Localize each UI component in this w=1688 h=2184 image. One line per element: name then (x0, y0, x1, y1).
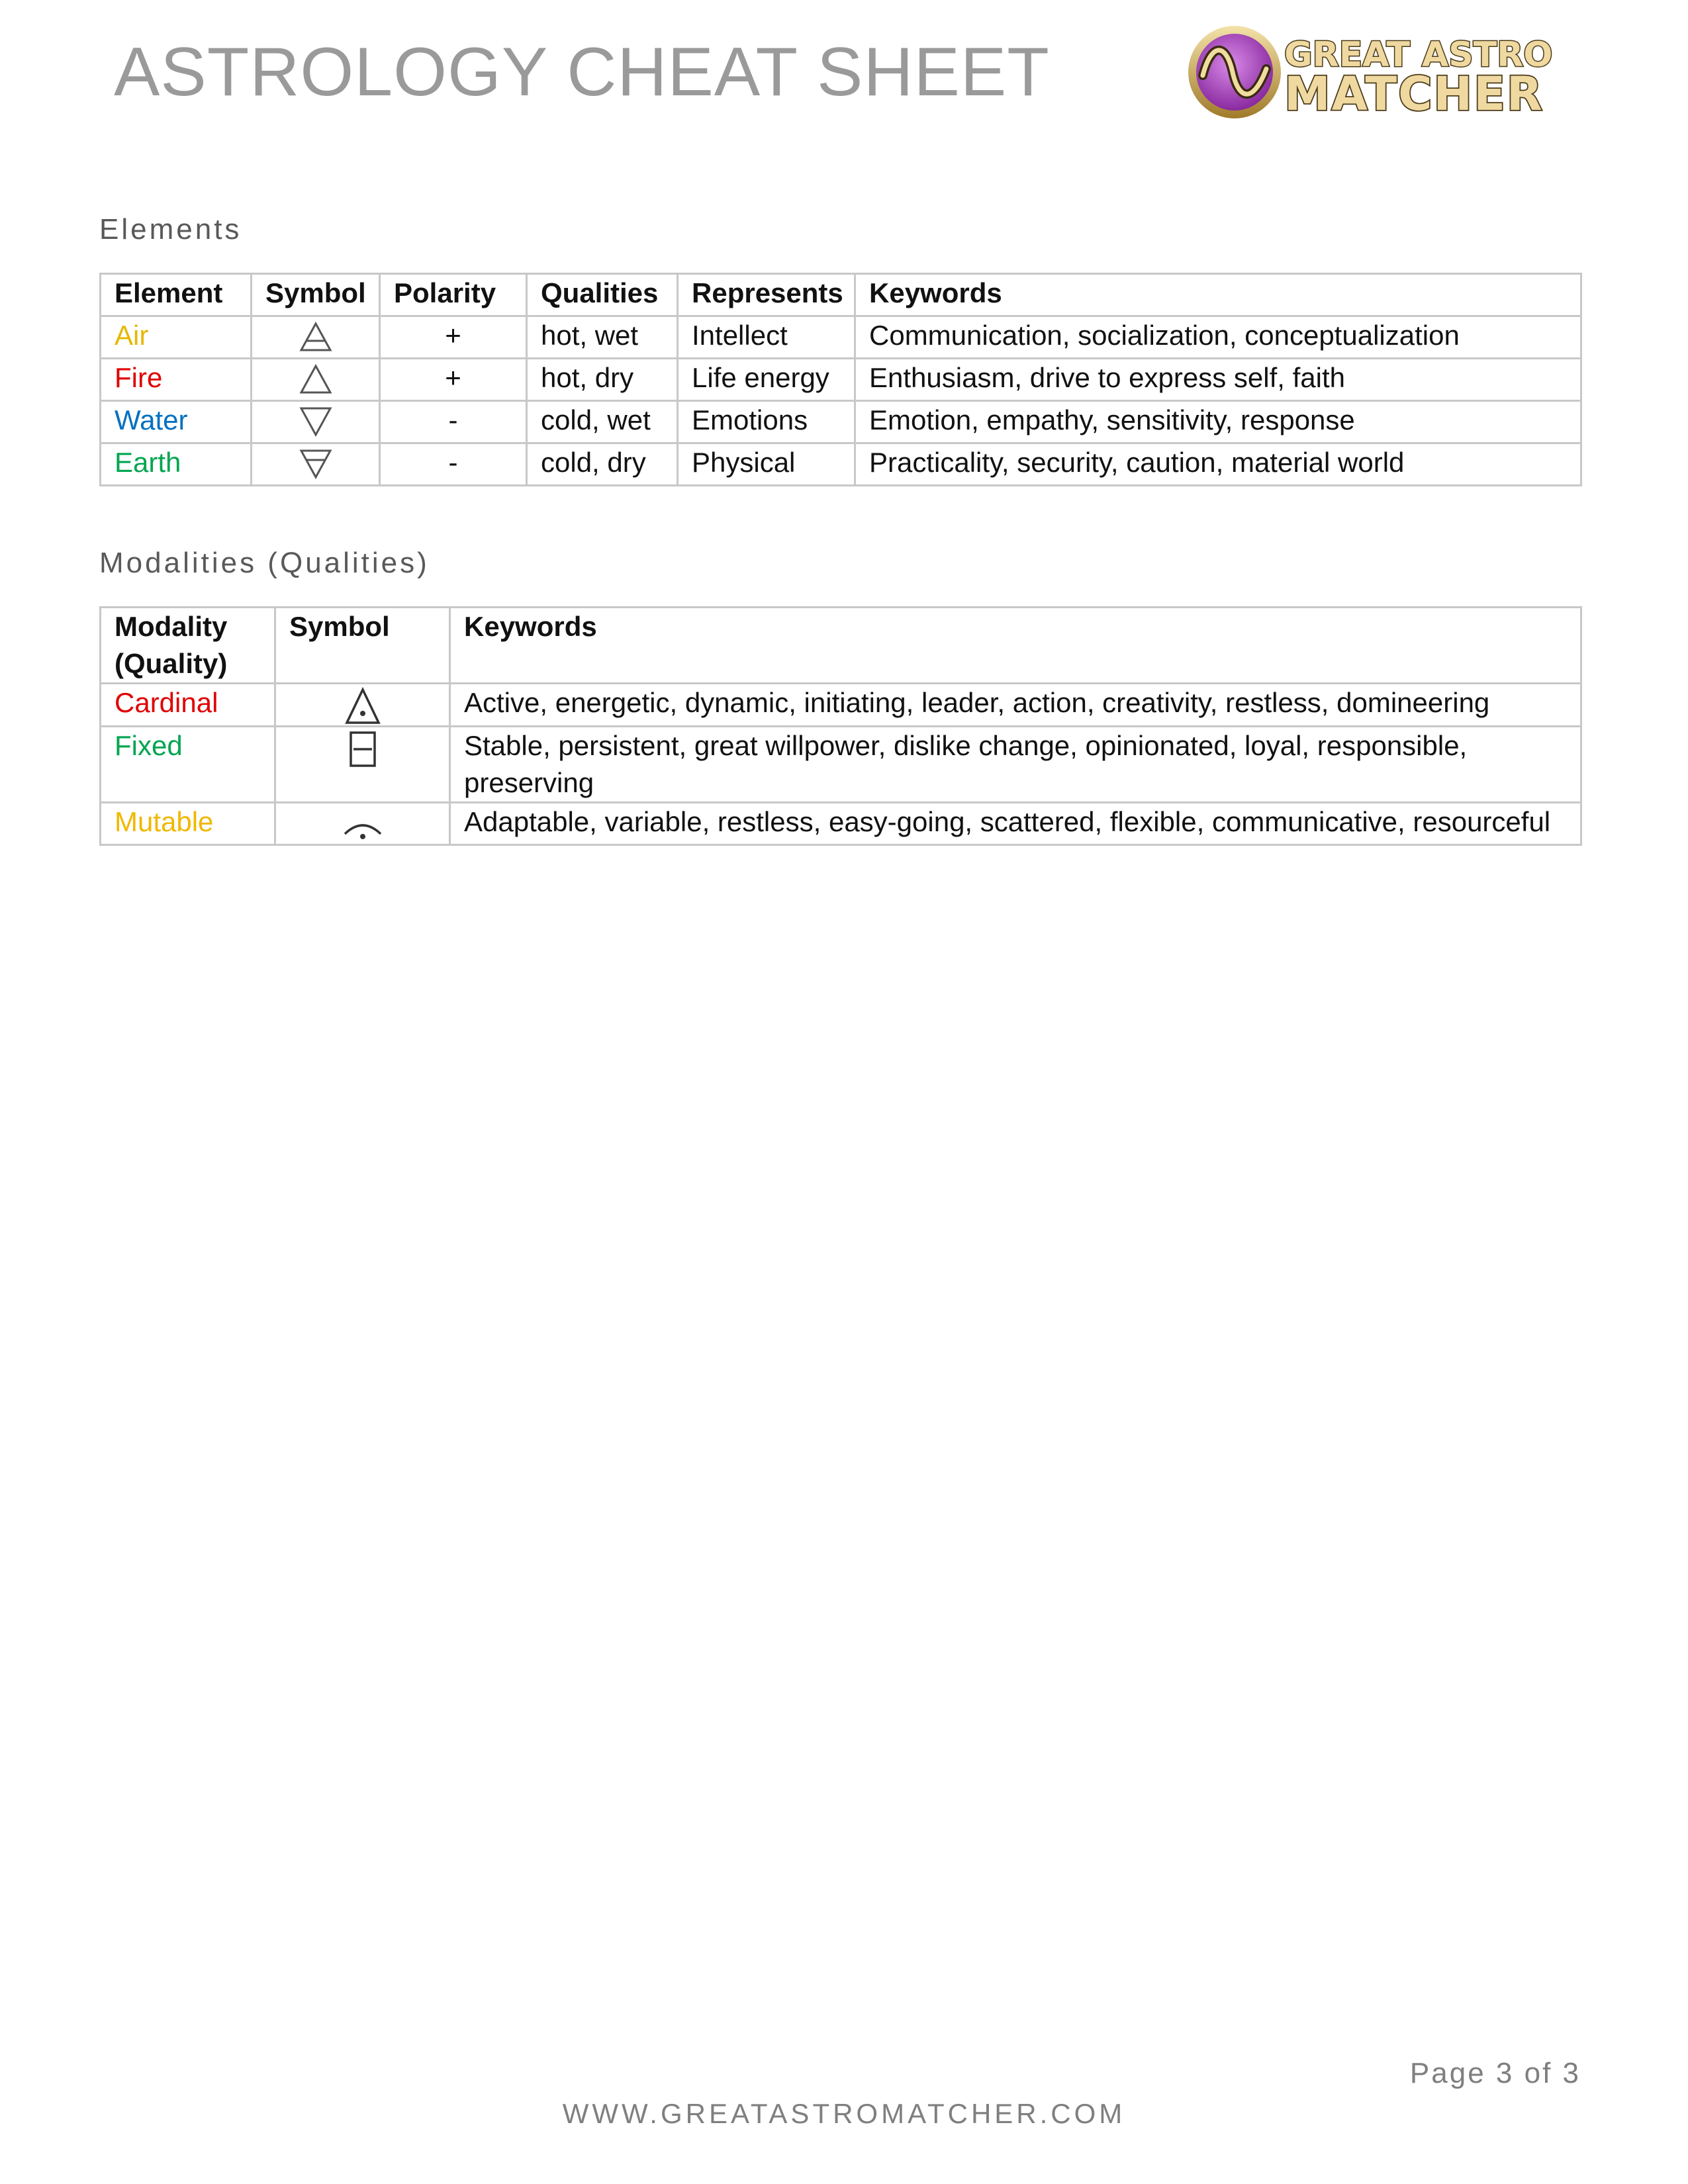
mutable-symbol-icon (340, 806, 386, 842)
table-row (101, 803, 1581, 845)
column-header: Modality (Quality) (101, 608, 275, 684)
represents: Intellect (678, 316, 855, 359)
polarity: + (380, 316, 527, 359)
keywords: Stable, persistent, great willpower, dislike change, opinionated, loyal, responsible, preserving (450, 727, 1581, 803)
element-name: Earth (101, 443, 252, 486)
column-header: Qualities (527, 274, 678, 316)
table-row (101, 401, 1581, 443)
qualities: cold, wet (527, 401, 678, 443)
represents: Physical (678, 443, 855, 486)
elements-heading: Elements (99, 213, 242, 246)
air-symbol-icon (297, 320, 334, 354)
modalities-table (99, 606, 1582, 846)
element-name: Water (101, 401, 252, 443)
modality-name: Cardinal (101, 684, 275, 727)
table-row (101, 684, 1581, 727)
qualities: cold, dry (527, 443, 678, 486)
element-name: Air (101, 316, 252, 359)
cardinal-symbol-icon (343, 687, 383, 725)
svg-text:MATCHER: MATCHER (1284, 67, 1544, 121)
column-header: Keywords (450, 608, 1581, 684)
polarity: - (380, 443, 527, 486)
element-name: Fire (101, 359, 252, 401)
keywords: Enthusiasm, drive to express self, faith (855, 359, 1581, 401)
table-header-row (101, 608, 1581, 684)
modality-name: Fixed (101, 727, 275, 803)
site-logo (1185, 23, 1575, 122)
keywords: Emotion, empathy, sensitivity, response (855, 401, 1581, 443)
svg-text:GREAT ASTRO: GREAT ASTRO (1284, 35, 1553, 75)
table-header-row (101, 274, 1581, 316)
page-title: ASTROLOGY CHEAT SHEET (114, 34, 1050, 111)
column-header: Symbol (275, 608, 450, 684)
qualities: hot, dry (527, 359, 678, 401)
qualities: hot, wet (527, 316, 678, 359)
keywords: Practicality, security, caution, material world (855, 443, 1581, 486)
water-symbol-icon (297, 404, 334, 439)
modalities-heading: Modalities (Qualities) (99, 547, 430, 579)
polarity: + (380, 359, 527, 401)
table-row (101, 727, 1581, 803)
page-number: Page 3 of 3 (1409, 2057, 1581, 2089)
table-row (101, 359, 1581, 401)
column-header: Keywords (855, 274, 1581, 316)
column-header: Polarity (380, 274, 527, 316)
keywords: Adaptable, variable, restless, easy-going, scattered, flexible, communicative, resourceful (450, 803, 1581, 845)
column-header: Element (101, 274, 252, 316)
keywords: Communication, socialization, conceptualization (855, 316, 1581, 359)
table-row (101, 316, 1581, 359)
wave-logo-icon (1188, 26, 1281, 118)
fire-symbol-icon (297, 362, 334, 396)
modality-name: Mutable (101, 803, 275, 845)
fixed-symbol-icon (343, 730, 383, 768)
table-row (101, 443, 1581, 486)
elements-table (99, 273, 1582, 486)
column-header: Represents (678, 274, 855, 316)
column-header: Symbol (252, 274, 380, 316)
polarity: - (380, 401, 527, 443)
represents: Life energy (678, 359, 855, 401)
keywords: Active, energetic, dynamic, initiating, leader, action, creativity, restless, domineering (450, 684, 1581, 727)
earth-symbol-icon (297, 447, 334, 481)
represents: Emotions (678, 401, 855, 443)
footer-url: WWW.GREATASTROMATCHER.COM (562, 2098, 1126, 2129)
